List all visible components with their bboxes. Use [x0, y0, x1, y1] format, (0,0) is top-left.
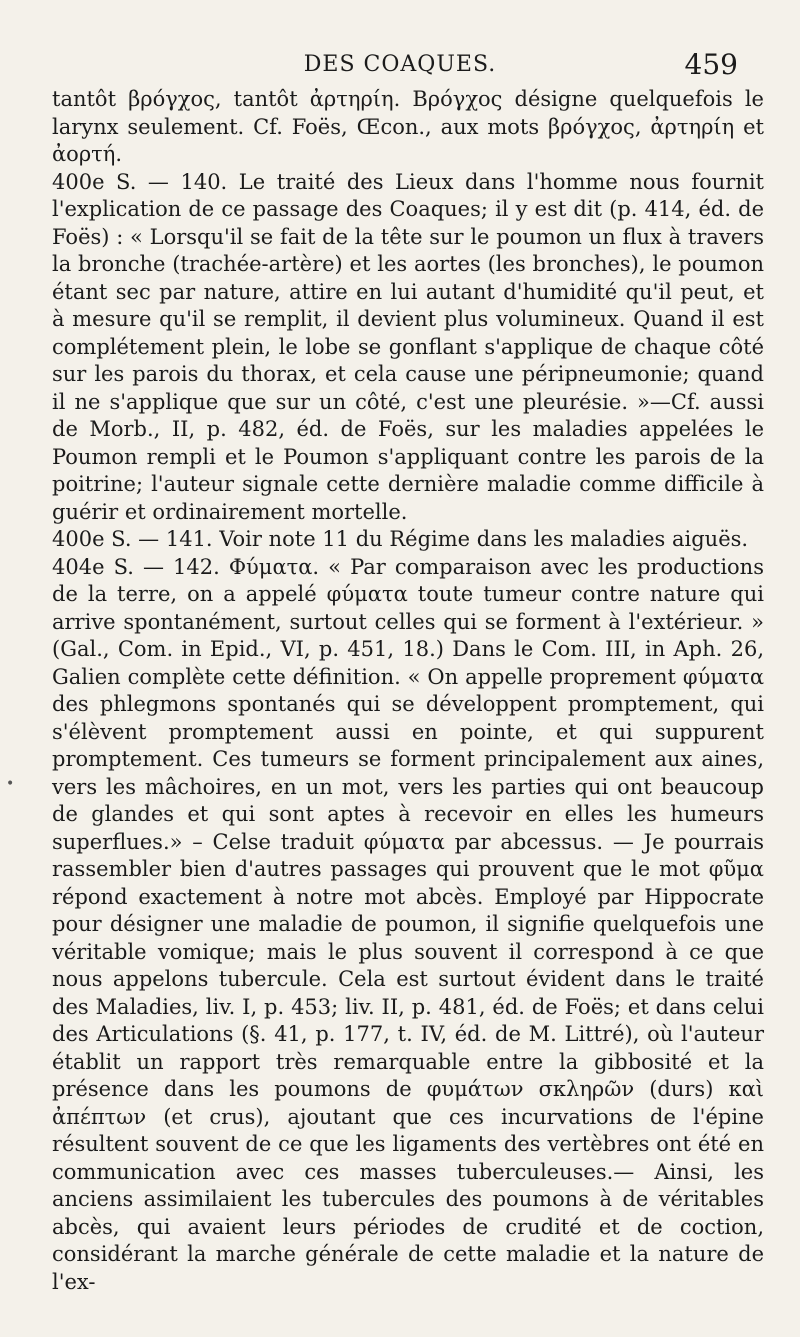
body-text	[52, 86, 764, 1296]
note-141: 400e S. — 141. Voir note 11 du Régime dans les maladies aiguës.	[52, 527, 749, 551]
note-140: 400e S. — 140. Le traité des Lieux dans l'homme nous fournit l'explication de ce passage des Coaques; il y est dit (p. 414, éd. de Foës) : « Lorsqu'il se fait de la tête sur le poumon un flux à travers la bronche (trachée-artère) et les aortes (les bronches), le poumon étant sec par nature, attire en lui autant d'humidité qu'il peut, et à mesure qu'il se remplit, il devient plus volumineux. Quand il est complétement plein, le lobe se gonflant s'applique de chaque côté sur les parois du thorax, et cela cause une péripneumonie; quand il ne s'applique que sur un côté, c'est une pleurésie. »—Cf. aussi de Morb., II, p. 482, éd. de Foës, sur les maladies appelées le Poumon rempli et le Poumon s'appliquant contre les parois de la poitrine; l'auteur signale cette dernière maladie comme difficile à guérir et ordinairement mortelle.	[52, 169, 764, 524]
margin-mark: •	[6, 776, 15, 792]
note-142: 404e S. — 142. Φύματα. « Par comparaison avec les productions de la terre, on a appelé φύματα toute tumeur contre nature qui arrive spontanément, surtout celles qui se forment à l'extérieur. » (Gal., Com. in Epid., VI, p. 451, 18.) Dans le Com. III, in Aph. 26, Galien complète cette définition. « On appelle proprement φύματα des phlegmons spontanés qui se développent promptement, qui s'élèvent promptement aussi en pointe, et qui suppurent promptement. Ces tumeurs se forment principalement aux aines, vers les mâchoires, en un mot, vers les parties qui ont beaucoup de glandes et qui sont aptes à recevoir en elles les humeurs superflues.» – Celse traduit φύματα par abcessus. — Je pourrais rassembler bien d'autres passages qui prouvent que le mot φῦμα répond exactement à notre mot abcès. Employé par Hippocrate pour désigner une maladie de poumon, il signifie quelquefois une véritable vomique; mais le plus souvent il correspond à ce que nous appelons tubercule. Cela est surtout évident dans le traité des Maladies, liv. I, p. 453; liv. II, p. 481, éd. de Foës; et dans celui des Articulations (§. 41, p. 177, t. IV, éd. de M. Littré), où l'auteur établit un rapport très remarquable entre la gibbosité et la présence dans les poumons de φυμάτων σκληρῶν (durs) καὶ ἀπέπτων (et crus), ajoutant que ces incurvations de l'épine résultent souvent de ce que les ligaments des vertèbres ont été en communication avec ces masses tuberculeuses.— Ainsi, les anciens assimilaient les tubercules des poumons à de véritables abcès, qui avaient leurs périodes de crudité et de coction, considérant la marche générale de cette maladie et la nature de l'ex-	[52, 554, 764, 1294]
running-title: DES COAQUES.	[303, 52, 497, 77]
paragraph-continuation: tantôt βρόγχος, tantôt ἀρτηρίη. Βρόγχος désigne quelquefois le larynx seulement. Cf. Foës, Œcon., aux mots βρόγχος, ἀρτηρίη et ἀορτή.	[52, 87, 764, 166]
page-number: 459	[684, 48, 738, 81]
